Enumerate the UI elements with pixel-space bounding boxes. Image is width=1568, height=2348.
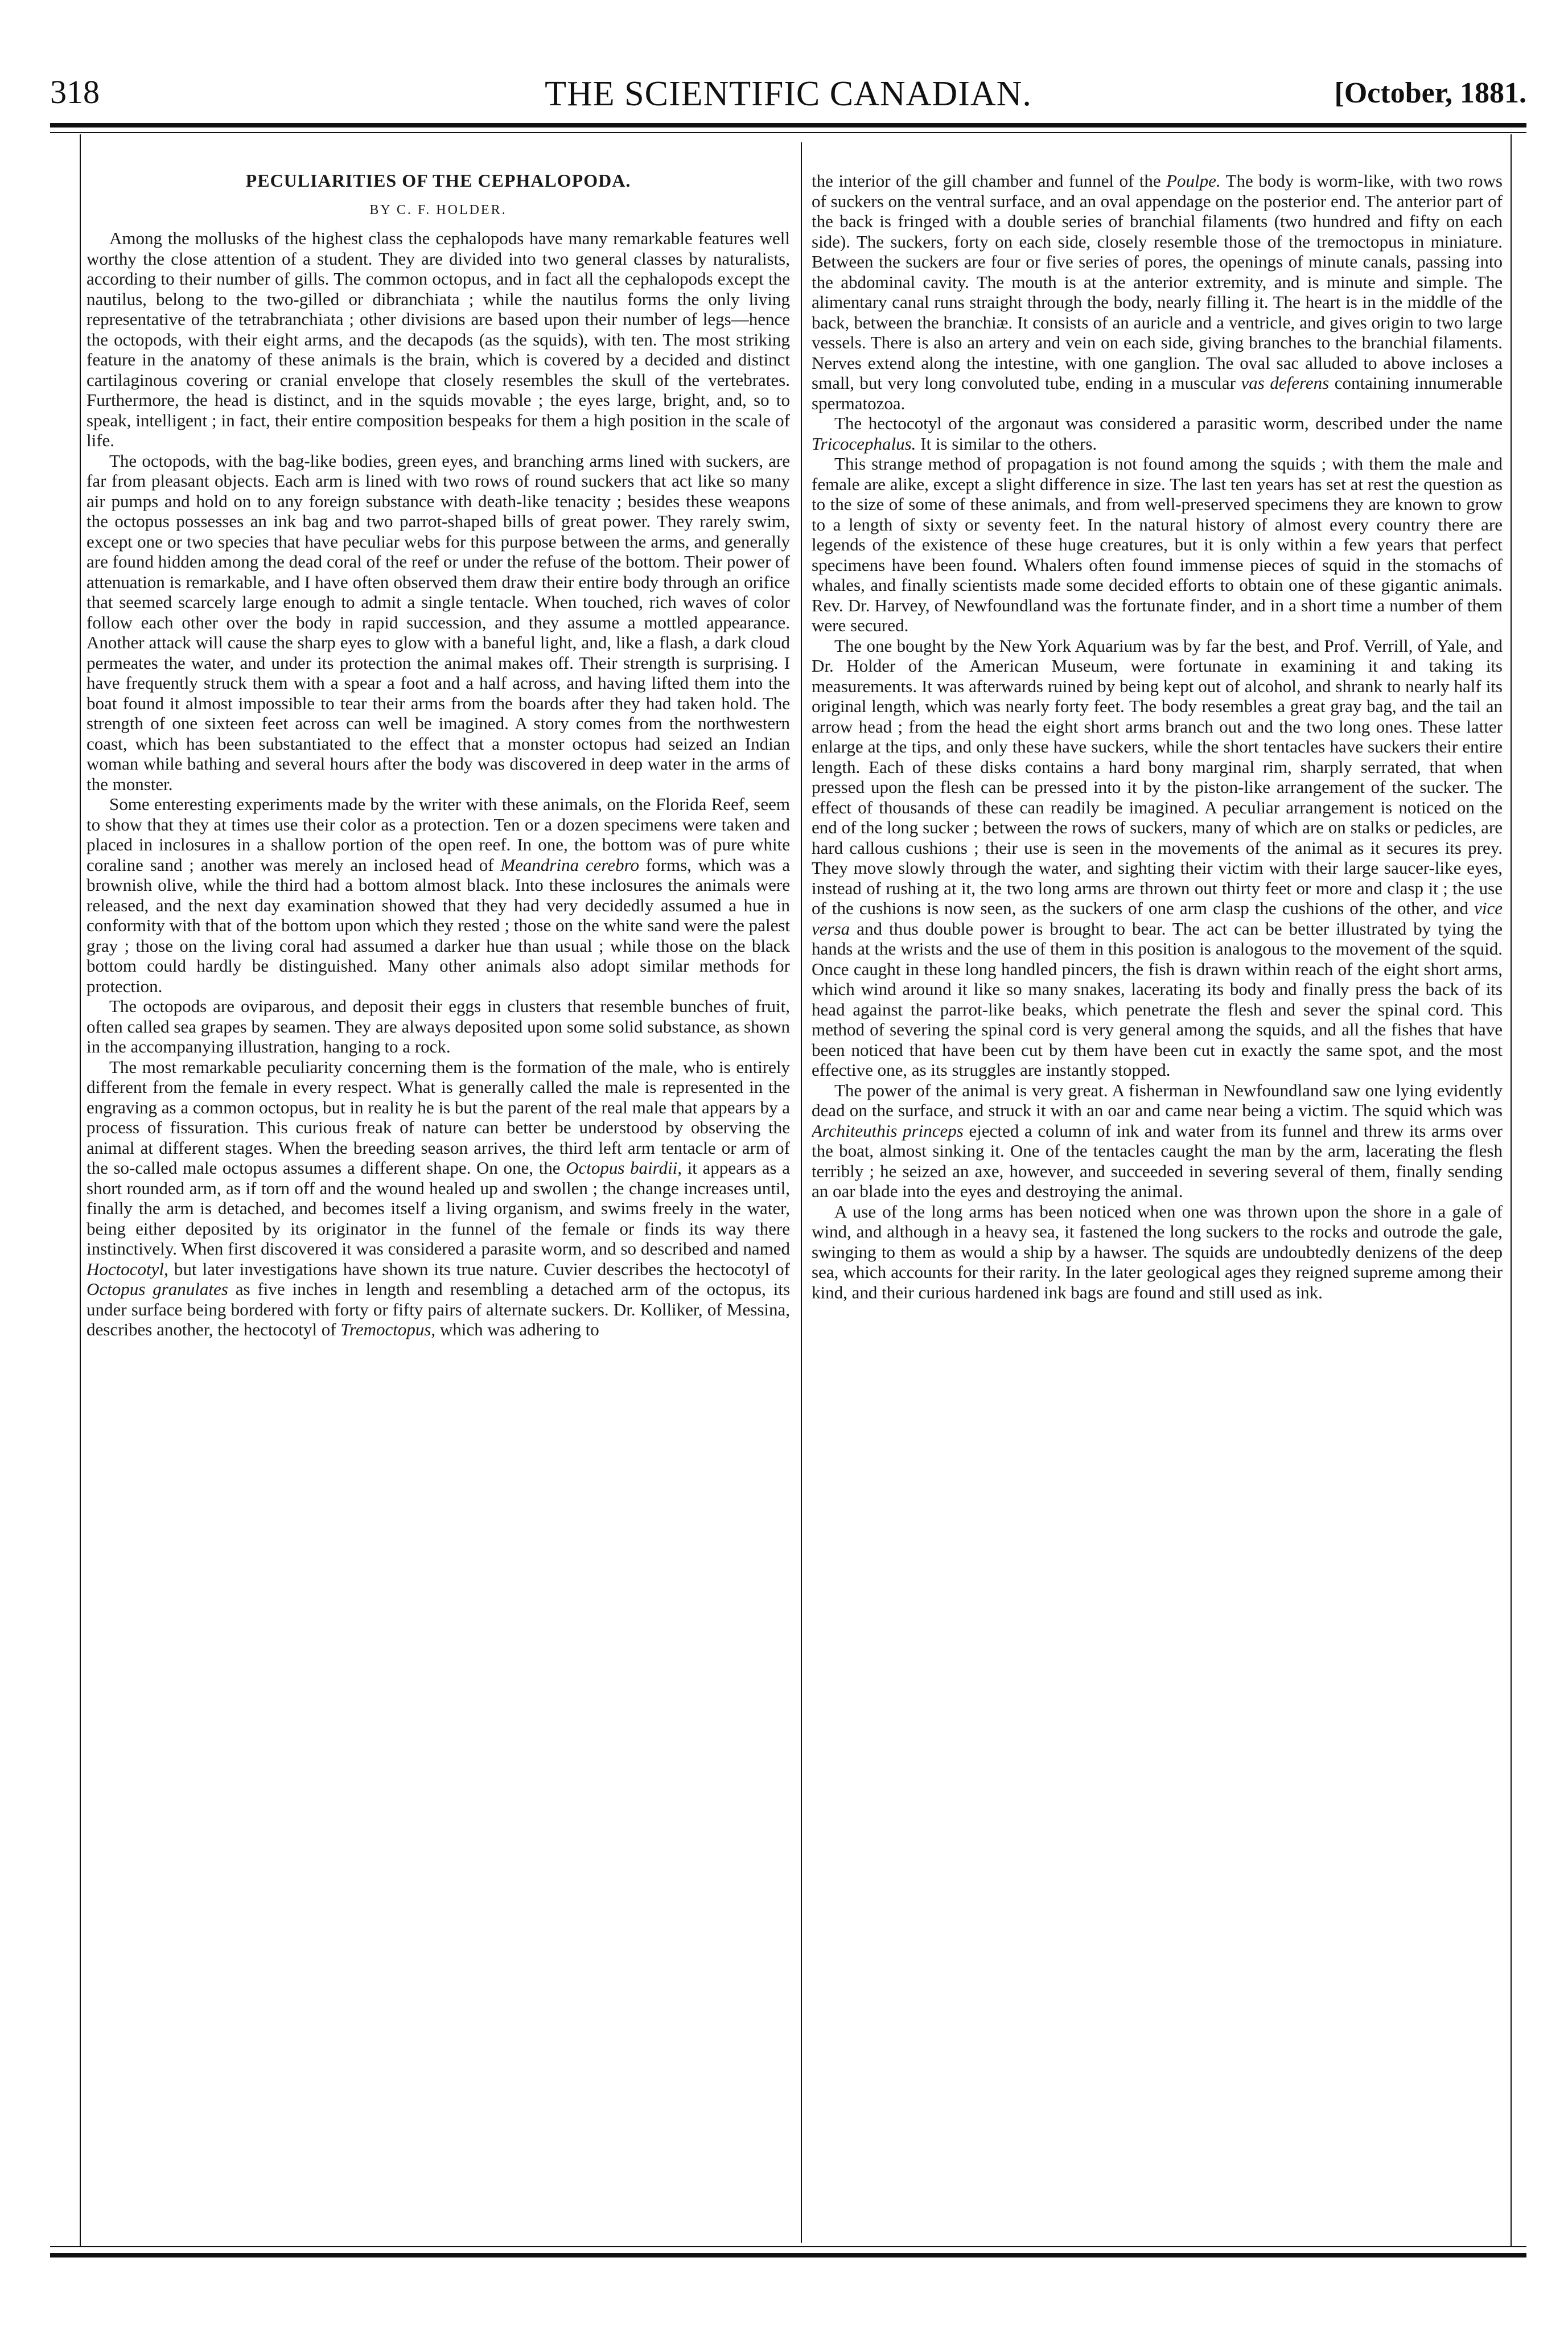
anatomy-term: vas deferens [1241, 373, 1330, 393]
text-run: it appears as a short rounded arm, as if torn off and the wound healed up and swollen ; the change increases until, finally the arm is detached, and becomes itself a living organism, and swims freely in the water, being either deposited by its originator in the funnel of the female or finds its way there instinctively. When first discovered it was considered a parasite worm, and so described and named [87, 1158, 790, 1259]
header-thin-rule [50, 132, 1526, 133]
paragraph [812, 636, 1503, 1080]
species-name: Hoctocotyl, [87, 1259, 168, 1279]
text-run: which was adhering to [435, 1319, 599, 1339]
text-run: The one bought by the New York Aquarium was by far the best, and Prof. Verrill, of Yale, and Dr. Holder of the American Museum, were fortunate in examining it and taking its measurements. It was afterwards ruined by being kept out of alcohol, and shrank to nearly half its original length, which was nearly forty feet. The body resembles a great gray bag, and the tail an arrow head ; from the head the eight short arms branch out and the two long ones. These latter enlarge at the tips, and only these have suckers, while the short tentacles have suckers their entire length. Each of these disks contains a hard bony marginal rim, sharply serrated, that when pressed upon the flesh can be pressed into it by the piston-like arrangement of the sucker. The effect of thousands of these can readily be imagined. A peculiar arrangement is noticed on the end of the long sucker ; between the rows of suckers, many of which are on stalks or pedicles, are hard callous cushions ; their use is seen in the movements of the animal as it secures its prey. They move slowly through the water, and sighting their victim with their large saucer-like eyes, instead of rushing at it, the two long arms are thrown out thirty feet or more and clasp it ; the use of the cushions is now seen, as the suckers of one arm clasp the cushions of the other, and [812, 635, 1503, 918]
species-name: Meandrina cerebro [500, 854, 640, 875]
species-name: Architeuthis princeps [812, 1120, 964, 1141]
article-title: PECULIARITIES OF THE CEPHALOPODA. [245, 171, 631, 191]
text-run: The most remarkable peculiarity concerning them is the formation of the male, who is entirely different from the female in every respect. What is generally called the male is represented in the engraving as a common octopus, but in reality he is but the parent of the real male that appears by a process of fissuration. This curious freak of nature can better be understood by observing the animal at different stages. When the breeding season arrives, the third left arm tentacle or arm of the so-called male octopus assumes a different shape. On one, the [87, 1056, 790, 1178]
right-column [812, 171, 1503, 2243]
frame-left-line [80, 134, 81, 2246]
left-column [87, 171, 790, 2243]
text-run: ejected a column of ink and water from its funnel and threw its arms over the boat, almost sinking it. One of the tentacles caught the man by the arm, lacerating the flesh terribly ; he seized an axe, however, and succeeded in severing several of them, finally sending an oar blade into the eyes and destroying the animal. [812, 1120, 1503, 1201]
journal-title: THE SCIENTIFIC CANADIAN. [545, 75, 1032, 113]
species-name: Poulpe. [1166, 171, 1221, 191]
text-run: as five inches in length and resembling a detached arm of the octopus, its under surface being bordered with forty or fifty pairs of alternate suckers. Dr. Kolliker, of Messina, describes another, the hectocotyl of [87, 1279, 790, 1339]
text-run: and thus double power is brought to bear. The act can be better illustrated by tying the hands at the wrists and the use of them in this position is analogous to the movement of the squid. Once caught in these long handled pincers, the fish is drawn within reach of the eight short arms, which wind around it like so many snakes, lacerating its body and finally press the back of its head against the parrot-like beaks, which penetrate the flesh and sever the spinal cord. This method of severing the spinal cord is very general among the squids, and all the fishes that have been noticed that have been cut by them have been cut in exactly the same spot, and the most effective one, as its struggles are instantly stopped. [812, 918, 1503, 1080]
issue-date: [October, 1881. [1334, 77, 1526, 109]
text-run: It is similar to the others. [916, 433, 1097, 454]
footer-thin-rule [50, 2246, 1526, 2247]
species-name: Octopus bairdii, [566, 1158, 682, 1178]
paragraph: A use of the long arms has been noticed when one was thrown upon the shore in a gale of wind, and although in a heavy sea, it fastened the long suckers to the rocks and outrode the gale, swinging to them as would a ship by a hawser. The squids are undoubtedly denizens of the deep sea, which accounts for their rarity. In the later geological ages they reigned supreme among their kind, and their curious hardened ink bags are found and still used as ink. [812, 1201, 1503, 1302]
species-name: Octopus granulates [87, 1279, 228, 1299]
header-thick-rule [50, 123, 1526, 128]
column-divider [801, 142, 802, 2243]
latin-phrase: vice versa [812, 898, 1503, 939]
text-run: The power of the animal is very great. A fisherman in Newfoundland saw one lying evidently dead on the surface, and struck it with an oar and came near being a victim. The squid which was [812, 1080, 1503, 1120]
species-name: Tremoctopus, [340, 1319, 436, 1339]
paragraph [812, 171, 1503, 413]
paragraph: Among the mollusks of the highest class the cephalopods have many remarkable features well worthy the close attention of a student. They are divided into two general classes by naturalists, according to their number of gills. The common octopus, and in fact all the cephalopods except the nautilus, belong to the two-gilled or dibranchiata ; while the nautilus forms the only living representative of the tetrabranchiata ; other divisions are based upon their number of legs—hence the octopods, with their eight arms, and the decapods (as the squids), with ten. The most striking feature in the anatomy of these animals is the brain, which is covered by a decided and distinct cartilaginous covering or cranial envelope that closely resembles the skull of the vertebrates. Furthermore, the head is distinct, and in the squids movable ; the eyes large, bright, and, so to speak, intelligent ; in fact, their entire composition bespeaks for them a high position in the scale of life. [87, 228, 790, 450]
species-name: Tricocephalus. [812, 433, 916, 454]
paragraph [87, 794, 790, 996]
paragraph: This strange method of propagation is not found among the squids ; with them the male and female are alike, except a slight difference in size. The last ten years has set at rest the question as to the size of some of these animals, and from well-preserved specimens they are known to grow to a length of sixty or seventy feet. In the natural history of almost every country there are legends of the existence of these huge creatures, but it is only within a few years that perfect specimens have been found. Whalers often found immense pieces of squid in the stomachs of whales, and finally scientists made some decided efforts to obtain one of these gigantic animals. Rev. Dr. Harvey, of Newfoundland was the fortunate finder, and in a short time a number of them were secured. [812, 454, 1503, 635]
frame-right-line [1511, 134, 1512, 2246]
text-run: containing innumerable spermatozoa. [812, 373, 1503, 413]
text-run: the interior of the gill chamber and funnel of the [812, 171, 1167, 191]
article-byline: BY C. F. HOLDER. [369, 202, 507, 217]
text-run: Some enteresting experiments made by the writer with these animals, on the Florida Reef, seem to show that they at times use their color as a protection. Ten or a dozen specimens were taken and placed in inclosures in a shallow portion of the open reef. In one, the bottom was of pure white coraline sand ; another was merely an inclosed head of [87, 794, 790, 875]
paragraph [812, 413, 1503, 454]
paragraph [87, 1057, 790, 1340]
footer-thick-rule [50, 2253, 1526, 2257]
text-run: The body is worm-like, with two rows of suckers on the ventral surface, and an oval appendage on the posterior end. The anterior part of the back is fringed with a double series of branchial filaments (two hundred and fifty on each side). The suckers, forty on each side, closely resemble those of the tremoctopus in miniature. Between the suckers are four or five series of pores, the openings of minute canals, passing into the abdominal cavity. The mouth is at the anterior extremity, and is minute and simple. The alimentary canal runs straight through the body, nearly filling it. The heart is in the middle of the back, between the branchiæ. It consists of an auricle and a ventricle, and gives origin to two large vessels. There is also an artery and vein on each side, giving branches to the branchial filaments. Nerves extend along the intestine, with one ganglion. The oval sac alluded to above incloses a small, but very long convoluted tube, ending in a muscular [812, 171, 1503, 393]
page-number: 318 [50, 73, 100, 110]
paragraph [812, 1080, 1503, 1202]
text-run: but later investigations have shown its true nature. Cuvier describes the hectocotyl of [168, 1259, 790, 1279]
text-run: forms, which was a brownish olive, while the third had a bottom almost black. Into these inclosures the animals were released, and the next day examination showed that they had very decidedly assumed a hue in conformity with that of the bottom upon which they rested ; those on the white sand were the palest gray ; those on the living coral had assumed a darker hue than usual ; while those on the black bottom could hardly be distinguished. Many other animals also adopt similar methods for protection. [87, 854, 790, 996]
paragraph: The octopods are oviparous, and deposit their eggs in clusters that resemble bunches of fruit, often called sea grapes by seamen. They are always deposited upon some solid substance, as shown in the accompanying illustration, hanging to a rock. [87, 996, 790, 1056]
page-header [50, 68, 1526, 120]
text-run: The hectocotyl of the argonaut was considered a parasitic worm, described under the name [834, 413, 1503, 433]
paragraph: The octopods, with the bag-like bodies, green eyes, and branching arms lined with suckers, are far from pleasant objects. Each arm is lined with two rows of round suckers that act like so many air pumps and hold on to any foreign substance with death-like tenacity ; besides these weapons the octopus possesses an ink bag and two parrot-shaped bills of great power. They rarely swim, except one or two species that have peculiar webs for this purpose between the arms, and generally are found hidden among the dead coral of the reef or under the refuse of the bottom. Their power of attenuation is remarkable, and I have often observed them draw their entire body through an orifice that seemed scarcely large enough to admit a single tentacle. When touched, rich waves of color follow each other over the body in rapid succession, and they assume a mottled appearance. Another attack will cause the sharp eyes to glow with a baneful light, and, like a flash, a dark cloud permeates the water, and under its protection the animal makes off. Their strength is surprising. I have frequently struck them with a spear a foot and a half across, and having lifted them into the boat found it almost impossible to tear their arms from the boards after they had taken hold. The strength of one sixteen feet across can well be imagined. A story comes from the northwestern coast, which has been substantiated to the effect that a monster octopus had seized an Indian woman while bathing and several hours after the body was discovered in deep water in the arms of the monster. [87, 450, 790, 794]
